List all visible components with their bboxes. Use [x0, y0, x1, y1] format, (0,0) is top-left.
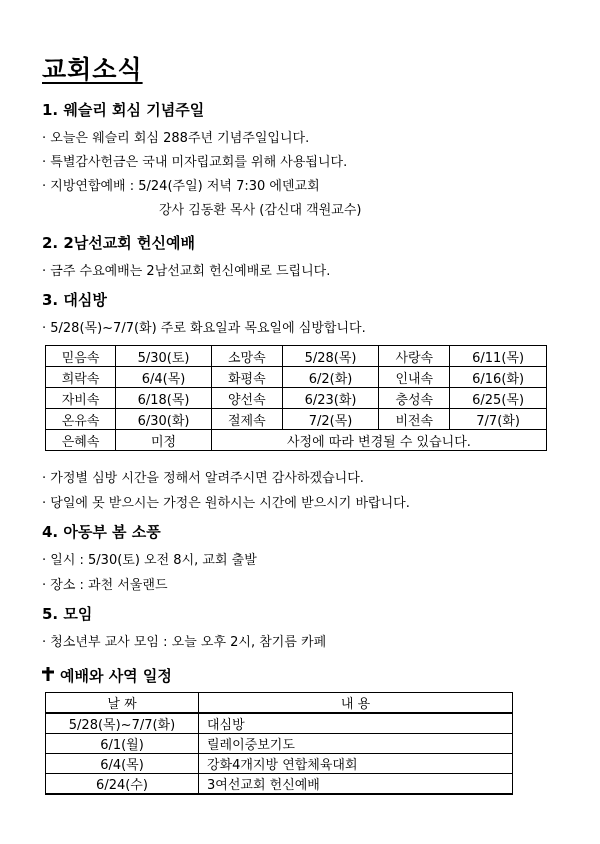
section-4-line: · 일시 : 5/30(토) 오전 8시, 교회 출발: [42, 553, 257, 568]
table-cell: 절제속: [211, 409, 282, 430]
table-cell: 은혜속: [46, 430, 116, 451]
schedule-table: [45, 692, 513, 795]
section-1-heading: 1. 웨슬리 회심 기념주일: [42, 101, 205, 119]
table-cell: 7/7(화): [450, 409, 547, 430]
schedule-date: 6/24(수): [46, 774, 199, 795]
section-1-speaker: 강사 김동환 목사 (감신대 객원교수): [159, 203, 362, 218]
table-cell: 소망속: [211, 346, 282, 367]
section-2-line: · 금주 수요예배는 2남선교회 헌신예배로 드립니다.: [42, 264, 331, 279]
table-row: [46, 409, 547, 430]
schedule-content: 대심방: [199, 713, 513, 734]
table-note-cell: 사정에 따라 변경될 수 있습니다.: [211, 430, 546, 451]
section-4-heading: 4. 아동부 봄 소풍: [42, 523, 161, 541]
schedule-date: 6/1(월): [46, 734, 199, 754]
table-row: [46, 430, 547, 451]
table-cell: 6/25(목): [450, 388, 547, 409]
table-cell: 인내속: [379, 367, 450, 388]
page-title: 교회소식: [42, 55, 143, 84]
table-cell: 비전속: [379, 409, 450, 430]
table-cell: 충성속: [379, 388, 450, 409]
table-cell: 6/16(화): [450, 367, 547, 388]
schedule-heading-text: 예배와 사역 일정: [60, 667, 172, 685]
table-cell: 6/11(목): [450, 346, 547, 367]
section-1-line: · 지방연합예배 : 5/24(주일) 저녁 7:30 에덴교회: [42, 179, 320, 194]
table-cell: 미정: [116, 430, 212, 451]
table-row: [46, 713, 513, 734]
table-cell: 화평속: [211, 367, 282, 388]
table-cell: 5/30(토): [116, 346, 212, 367]
schedule-heading: [42, 665, 172, 686]
table-cell: 7/2(목): [282, 409, 379, 430]
table-cell: 양선속: [211, 388, 282, 409]
table-cell: 6/4(목): [116, 367, 212, 388]
schedule-content: 릴레이중보기도: [199, 734, 513, 754]
table-row: [46, 346, 547, 367]
cross-icon: [42, 667, 54, 685]
table-row: [46, 734, 513, 754]
table-row: [46, 754, 513, 774]
section-1-line: · 오늘은 웨슬리 회심 288주년 기념주일입니다.: [42, 131, 310, 146]
table-cell: 6/2(화): [282, 367, 379, 388]
table-header-row: [46, 693, 513, 714]
table-cell: 사랑속: [379, 346, 450, 367]
column-header-date: 날 짜: [46, 693, 199, 714]
section-5-heading: 5. 모임: [42, 605, 93, 623]
section-3-note: · 당일에 못 받으시는 가정은 원하시는 시간에 받으시기 바랍니다.: [42, 496, 410, 511]
section-2-heading: 2. 2남선교회 헌신예배: [42, 234, 195, 252]
section-3-note: · 가정별 심방 시간을 정해서 알려주시면 감사하겠습니다.: [42, 471, 364, 486]
table-row: [46, 774, 513, 795]
table-cell: 믿음속: [46, 346, 116, 367]
section-1-line: · 특별감사헌금은 국내 미자립교회를 위해 사용됩니다.: [42, 155, 348, 170]
schedule-content: 강화4개지방 연합체육대회: [199, 754, 513, 774]
table-cell: 희락속: [46, 367, 116, 388]
section-5-line: · 청소년부 교사 모임 : 오늘 오후 2시, 참기름 카페: [42, 635, 327, 650]
table-row: [46, 367, 547, 388]
table-cell: 자비속: [46, 388, 116, 409]
schedule-date: 6/4(목): [46, 754, 199, 774]
table-cell: 온유속: [46, 409, 116, 430]
table-cell: 6/23(화): [282, 388, 379, 409]
section-3-line: · 5/28(목)~7/7(화) 주로 화요일과 목요일에 심방합니다.: [42, 321, 366, 336]
table-row: [46, 388, 547, 409]
schedule-date: 5/28(목)~7/7(화): [46, 713, 199, 734]
table-cell: 5/28(목): [282, 346, 379, 367]
column-header-content: 내 용: [199, 693, 513, 714]
table-cell: 6/30(화): [116, 409, 212, 430]
section-4-line: · 장소 : 과천 서울랜드: [42, 578, 168, 593]
schedule-content: 3여선교회 헌신예배: [199, 774, 513, 795]
section-3-heading: 3. 대심방: [42, 291, 107, 309]
table-cell: 6/18(목): [116, 388, 212, 409]
visitation-table: [45, 345, 547, 451]
